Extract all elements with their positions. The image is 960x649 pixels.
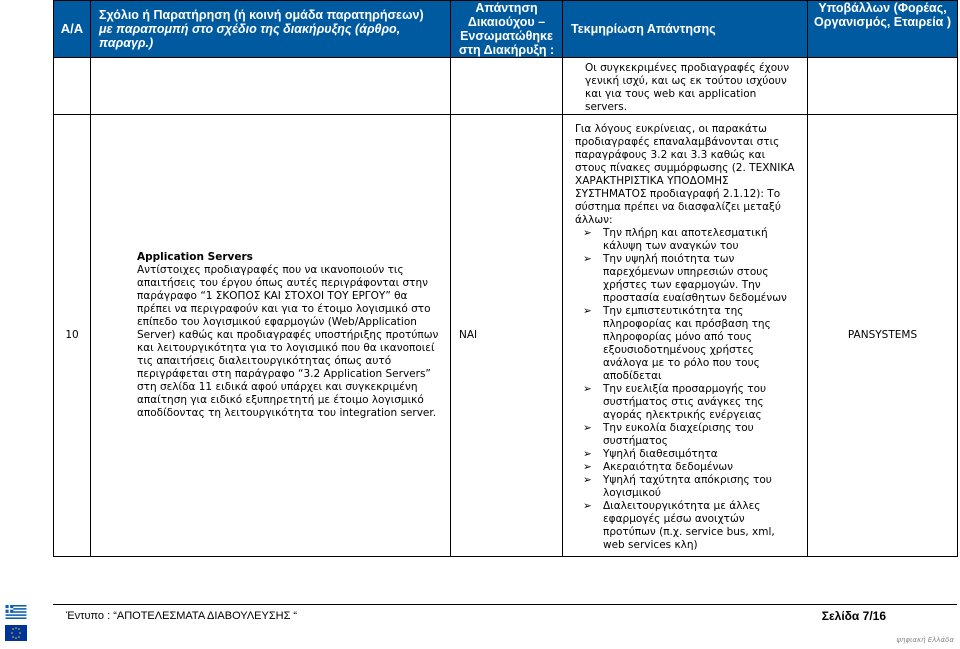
- comment-title: Application Servers: [137, 251, 253, 263]
- page-footer: [0, 596, 960, 649]
- arrow-bullet-icon: ➢: [583, 461, 592, 473]
- list-item-text: Διαλειτουργικότητα με άλλες εφαρμογές μέσω ανοιχτών προτύπων (π.χ. service bus, xml, web services κλη): [603, 500, 775, 551]
- digital-greece-logo: ψηφιακή Ελλάδα: [896, 636, 954, 644]
- footer-page-number: Σελίδα 7/16: [821, 609, 886, 623]
- list-item: [583, 305, 799, 383]
- list-item: [583, 474, 799, 500]
- consultation-table: [53, 0, 958, 557]
- list-item-text: Την ευκολία διαχείρισης του συστήματος: [603, 422, 754, 447]
- row-justification: [563, 115, 808, 557]
- row-submitter: PANSYSTEMS: [808, 115, 958, 557]
- header-justification: Τεκμηρίωση Απάντησης: [563, 1, 808, 58]
- list-item: [583, 448, 799, 461]
- header-number: Α/Α: [54, 1, 91, 58]
- header-comment: [91, 1, 451, 58]
- footer-divider: [53, 604, 957, 605]
- arrow-bullet-icon: ➢: [583, 227, 592, 239]
- list-item: [583, 227, 799, 253]
- list-item-text: Ακεραιότητα δεδομένων: [603, 461, 733, 473]
- list-item-text: Την πλήρη και αποτελεσματική κάλυψη των αναγκών του: [603, 227, 768, 252]
- list-item-text: Την υψηλή ποιότητα των παρεχόμενων υπηρεσιών στους χρήστες των εφαρμογών. Την προστασία ευαίσθητων δεδομένων: [603, 253, 787, 304]
- table-row-continued: [54, 58, 958, 115]
- list-item: [583, 461, 799, 474]
- comment-body: Αντίστοιχες προδιαγραφές που να ικανοποιούν τις απαιτήσεις του έργου όπως αυτές περιγράφονται στην παράγραφο “1 ΣΚΟΠΟΣ ΚΑΙ ΣΤΟΧΟΙ ΤΟΥ ΕΡΓΟΥ” θα πρέπει να περιγραφούν και για το έτοιμο λογισμικό στο επίπεδο του λογισμικού εφαρμογών (Web/Application Server) καθώς και προδιαγραφές υποστήριξης προτύπων και λειτουργικότητα για το λογισμικό που θα ικανοποιεί τις απαιτήσεις διαλειτουργικότητας όπως αυτό περιγράφεται στη παράγραφο “3.2 Application Servers” στη σελίδα 11 ειδικά αφού υπάρχει και συγκεκριμένη απαίτηση για ειδικό εξυπηρετητή με έτοιμο λογισμικό αποδίδοντας τη λειτουργικότητα του integration server.: [137, 264, 439, 419]
- list-item: [583, 253, 799, 305]
- arrow-bullet-icon: ➢: [583, 474, 592, 486]
- cell-empty: [451, 58, 563, 115]
- header-submitter: Υποβάλλων (Φορέας, Οργανισμός, Εταιρεία ): [808, 1, 958, 58]
- response-list: [575, 227, 799, 552]
- list-item: [583, 500, 799, 552]
- arrow-bullet-icon: ➢: [583, 500, 592, 512]
- footer-form-label: Έντυπο : “ΑΠΟΤΕΛΕΣΜΑΤΑ ΔΙΑΒΟΥΛΕΥΣΗΣ “: [66, 610, 298, 622]
- cell-empty: [91, 58, 451, 115]
- eu-flag-icon: [5, 625, 27, 641]
- greek-flag-icon: [5, 605, 27, 619]
- table-header-row: [54, 1, 958, 58]
- arrow-bullet-icon: ➢: [583, 305, 592, 317]
- list-item: [583, 383, 799, 422]
- row-comment: [91, 115, 451, 557]
- list-item: [583, 422, 799, 448]
- table-row: [54, 115, 958, 557]
- cell-empty: [54, 58, 91, 115]
- list-item-text: Την ευελιξία προσαρμογής του συστήματος στις ανάγκες της αγοράς ηλεκτρικής ενέργειας: [603, 383, 767, 421]
- header-comment-subtitle: με παραπομπή στο σχέδιο της διακήρυξης (άρθρο, παραγρ.): [99, 22, 401, 50]
- header-comment-title: Σχόλιο ή Παρατήρηση (ή κοινή ομάδα παρατηρήσεων): [99, 8, 424, 22]
- list-item-text: Υψηλή διαθεσιμότητα: [603, 448, 718, 460]
- arrow-bullet-icon: ➢: [583, 422, 592, 434]
- row-number: 10: [54, 115, 91, 557]
- response-intro: Για λόγους ευκρίνειας, οι παρακάτω προδιαγραφές επαναλαμβάνονται στις παραγράφους 3.2 και 3.3 καθώς και στους πίνακες συμμόρφωσης (2. ΤΕΧΝΙΚΑ ΧΑΡΑΚΤΗΡΙΣΤΙΚΑ ΥΠΟΔΟΜΗΣ ΣΥΣΤΗΜΑΤΟΣ προδιαγραφή 2.1.12): Το σύστημα πρέπει να διασφαλίζει μεταξύ άλλων:: [575, 123, 795, 226]
- list-item-text: Την εμπιστευτικότητα της πληροφορίας και πρόσβαση της πληροφορίας μόνο από τους εξουσιοδοτημένους χρήστες ανάλογα με το ρόλο που τους αποδίδεται: [603, 305, 771, 382]
- list-item-text: Υψηλή ταχύτητα απόκρισης του λογισμικού: [603, 474, 772, 499]
- arrow-bullet-icon: ➢: [583, 448, 592, 460]
- row-answer: ΝΑΙ: [451, 115, 563, 557]
- cell-empty: [808, 58, 958, 115]
- header-answer: Απάντηση Δικαιούχου – Ενσωματώθηκε στη Διακήρυξη :: [451, 1, 563, 58]
- arrow-bullet-icon: ➢: [583, 253, 592, 265]
- continued-response: Οι συγκεκριμένες προδιαγραφές έχουν γενική ισχύ, και ως εκ τούτου ισχύουν και για τους web και application servers.: [563, 58, 808, 115]
- arrow-bullet-icon: ➢: [583, 383, 592, 395]
